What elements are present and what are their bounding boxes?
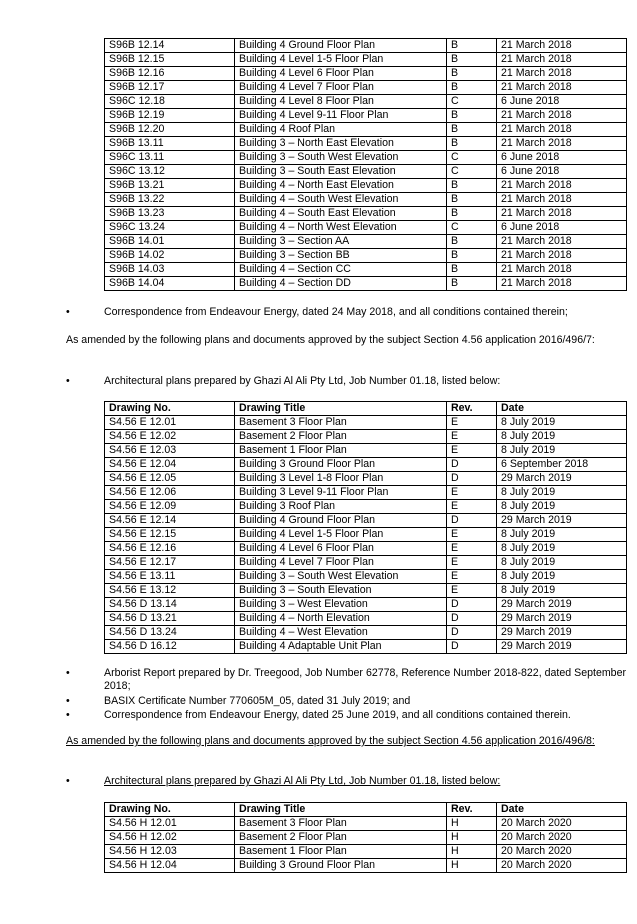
table-cell: 29 March 2019 <box>497 514 627 528</box>
table-cell: Building 4 Level 8 Floor Plan <box>235 95 447 109</box>
table-cell: E <box>447 556 497 570</box>
table-row <box>105 598 627 612</box>
table-cell: E <box>447 486 497 500</box>
table-row <box>105 67 627 81</box>
table-cell: 8 July 2019 <box>497 444 627 458</box>
table-cell: D <box>447 458 497 472</box>
bullet-icon: • <box>66 375 70 387</box>
bullet-icon: • <box>66 775 70 787</box>
table-cell: S96B 12.14 <box>105 39 235 53</box>
table-cell: Basement 3 Floor Plan <box>235 817 447 831</box>
table-cell: 8 July 2019 <box>497 542 627 556</box>
table-cell: D <box>447 612 497 626</box>
table-cell: S4.56 E 12.04 <box>105 458 235 472</box>
table-cell: S96C 13.11 <box>105 151 235 165</box>
table-row <box>105 556 627 570</box>
column-header: Date <box>497 803 627 817</box>
table-cell: H <box>447 845 497 859</box>
table-cell: 29 March 2019 <box>497 472 627 486</box>
table-cell: Building 4 – North East Elevation <box>235 179 447 193</box>
table-cell: Basement 2 Floor Plan <box>235 430 447 444</box>
table-cell: E <box>447 542 497 556</box>
table-cell: Building 4 – North West Elevation <box>235 221 447 235</box>
table-cell: B <box>447 137 497 151</box>
table-cell: S96B 12.15 <box>105 53 235 67</box>
list-item: • Architectural plans prepared by Ghazi Al Ali Pty Ltd, Job Number 01.18, listed below: <box>66 375 501 387</box>
table-cell: 21 March 2018 <box>497 81 627 95</box>
table-header-row <box>105 402 627 416</box>
table-cell: S4.56 E 12.14 <box>105 514 235 528</box>
table-cell: Building 4 Level 6 Floor Plan <box>235 542 447 556</box>
amended-paragraph-8: As amended by the following plans and documents approved by the subject Section 4.56 application 2016/496/8: <box>66 735 595 747</box>
table-cell: S4.56 E 12.01 <box>105 416 235 430</box>
table-cell: S96B 14.01 <box>105 235 235 249</box>
list-item: • Architectural plans prepared by Ghazi Al Ali Pty Ltd, Job Number 01.18, listed below: <box>66 775 501 787</box>
table-cell: 21 March 2018 <box>497 39 627 53</box>
table-cell: 21 March 2018 <box>497 179 627 193</box>
table-cell: 20 March 2020 <box>497 859 627 873</box>
amended-paragraph-7: As amended by the following plans and documents approved by the subject Section 4.56 application 2016/496/7: <box>66 334 595 346</box>
table-row <box>105 416 627 430</box>
table-cell: E <box>447 444 497 458</box>
table-row <box>105 626 627 640</box>
table-cell: S96C 13.12 <box>105 165 235 179</box>
table-row <box>105 221 627 235</box>
table-cell: 6 June 2018 <box>497 165 627 179</box>
table-cell: Building 4 Roof Plan <box>235 123 447 137</box>
table-cell: C <box>447 221 497 235</box>
list-item: • BASIX Certificate Number 770605M_05, dated 31 July 2019; and <box>66 695 411 707</box>
table-cell: Building 4 – Section DD <box>235 277 447 291</box>
table-row <box>105 486 627 500</box>
bullet-icon: • <box>66 709 70 721</box>
table-cell: B <box>447 235 497 249</box>
table-cell: Building 4 – West Elevation <box>235 626 447 640</box>
table-cell: Building 3 – South West Elevation <box>235 570 447 584</box>
table-cell: 21 March 2018 <box>497 53 627 67</box>
table-row <box>105 109 627 123</box>
column-header: Drawing Title <box>235 402 447 416</box>
bullet-icon: • <box>66 695 70 707</box>
table-cell: S96B 12.19 <box>105 109 235 123</box>
table-cell: Building 4 – South East Elevation <box>235 207 447 221</box>
table-header-row <box>105 803 627 817</box>
table-row <box>105 472 627 486</box>
table-cell: E <box>447 416 497 430</box>
table-cell: Building 4 Level 1-5 Floor Plan <box>235 528 447 542</box>
table-cell: S4.56 H 12.02 <box>105 831 235 845</box>
table-cell: S4.56 E 12.16 <box>105 542 235 556</box>
table-cell: 21 March 2018 <box>497 235 627 249</box>
table-cell: Building 4 Ground Floor Plan <box>235 514 447 528</box>
table-cell: C <box>447 165 497 179</box>
table-row <box>105 123 627 137</box>
table-cell: Basement 3 Floor Plan <box>235 416 447 430</box>
table-cell: B <box>447 207 497 221</box>
drawings-table-continued <box>104 38 627 291</box>
table-row <box>105 81 627 95</box>
column-header: Drawing Title <box>235 803 447 817</box>
table-cell: 8 July 2019 <box>497 556 627 570</box>
table-cell: S4.56 E 12.09 <box>105 500 235 514</box>
table-cell: Building 4 Level 6 Floor Plan <box>235 67 447 81</box>
table-cell: E <box>447 570 497 584</box>
table-cell: S96C 12.18 <box>105 95 235 109</box>
drawings-table-body <box>105 416 627 654</box>
table-cell: H <box>447 859 497 873</box>
table-cell: S96B 14.02 <box>105 249 235 263</box>
table-cell: S4.56 E 12.03 <box>105 444 235 458</box>
table-cell: C <box>447 95 497 109</box>
table-cell: 8 July 2019 <box>497 430 627 444</box>
table-cell: S4.56 E 12.05 <box>105 472 235 486</box>
table-cell: Basement 1 Floor Plan <box>235 845 447 859</box>
table-cell: H <box>447 817 497 831</box>
table-cell: E <box>447 584 497 598</box>
table-cell: Building 3 Ground Floor Plan <box>235 458 447 472</box>
table-cell: S96B 14.04 <box>105 277 235 291</box>
table-cell: B <box>447 123 497 137</box>
table-cell: 21 March 2018 <box>497 249 627 263</box>
table-cell: Building 4 – Section CC <box>235 263 447 277</box>
table-row <box>105 640 627 654</box>
table-row <box>105 444 627 458</box>
table-cell: 8 July 2019 <box>497 416 627 430</box>
list-item: • Arborist Report prepared by Dr. Treegood, Job Number 62778, Reference Number 2018-822, dated September 2018; <box>66 667 626 692</box>
bullet-icon: • <box>66 306 70 318</box>
table-cell: 6 September 2018 <box>497 458 627 472</box>
table-cell: S96B 13.22 <box>105 193 235 207</box>
bullet-icon: • <box>66 667 70 679</box>
table-cell: B <box>447 39 497 53</box>
table-cell: S4.56 H 12.01 <box>105 817 235 831</box>
table-cell: 21 March 2018 <box>497 109 627 123</box>
table-cell: S96B 12.20 <box>105 123 235 137</box>
table-row <box>105 277 627 291</box>
table-cell: Building 3 – South West Elevation <box>235 151 447 165</box>
table-cell: Building 3 Level 9-11 Floor Plan <box>235 486 447 500</box>
table-cell: Building 4 – South West Elevation <box>235 193 447 207</box>
table-cell: S4.56 D 13.14 <box>105 598 235 612</box>
table-cell: 29 March 2019 <box>497 598 627 612</box>
table-cell: S96B 13.23 <box>105 207 235 221</box>
table-cell: B <box>447 277 497 291</box>
list-item: • Correspondence from Endeavour Energy, dated 24 May 2018, and all conditions contained therein; <box>66 306 568 318</box>
table-cell: 20 March 2020 <box>497 845 627 859</box>
table-row <box>105 817 627 831</box>
column-header: Date <box>497 402 627 416</box>
table-row <box>105 165 627 179</box>
table-cell: 29 March 2019 <box>497 626 627 640</box>
table-row <box>105 458 627 472</box>
table-cell: Building 3 – West Elevation <box>235 598 447 612</box>
column-header: Drawing No. <box>105 402 235 416</box>
table-row <box>105 845 627 859</box>
column-header: Drawing No. <box>105 803 235 817</box>
table-cell: Building 4 Level 7 Floor Plan <box>235 556 447 570</box>
table-cell: Basement 1 Floor Plan <box>235 444 447 458</box>
table-cell: 21 March 2018 <box>497 193 627 207</box>
table-row <box>105 95 627 109</box>
table-cell: S4.56 E 12.02 <box>105 430 235 444</box>
table-row <box>105 179 627 193</box>
table-cell: S96B 12.17 <box>105 81 235 95</box>
table-cell: B <box>447 193 497 207</box>
table-row <box>105 207 627 221</box>
table-cell: S4.56 H 12.04 <box>105 859 235 873</box>
table-cell: 6 June 2018 <box>497 95 627 109</box>
table-row <box>105 831 627 845</box>
table-cell: B <box>447 67 497 81</box>
table-cell: S4.56 E 12.06 <box>105 486 235 500</box>
table-row <box>105 235 627 249</box>
table-cell: S4.56 D 13.21 <box>105 612 235 626</box>
table-cell: Building 4 – North Elevation <box>235 612 447 626</box>
table-row <box>105 249 627 263</box>
table-cell: 21 March 2018 <box>497 123 627 137</box>
table-row <box>105 137 627 151</box>
table-cell: Building 3 Ground Floor Plan <box>235 859 447 873</box>
table-row <box>105 263 627 277</box>
table-cell: D <box>447 626 497 640</box>
column-header: Rev. <box>447 803 497 817</box>
table-row <box>105 542 627 556</box>
table-cell: Building 4 Level 7 Floor Plan <box>235 81 447 95</box>
table-cell: Building 3 – South Elevation <box>235 584 447 598</box>
table-cell: 8 July 2019 <box>497 528 627 542</box>
drawings-table-body <box>105 39 627 291</box>
table-cell: Building 3 – South East Elevation <box>235 165 447 179</box>
table-cell: Building 4 Adaptable Unit Plan <box>235 640 447 654</box>
table-cell: 8 July 2019 <box>497 570 627 584</box>
table-cell: 21 March 2018 <box>497 277 627 291</box>
table-cell: 8 July 2019 <box>497 486 627 500</box>
table-cell: B <box>447 249 497 263</box>
table-cell: S4.56 E 12.17 <box>105 556 235 570</box>
list-item: • Correspondence from Endeavour Energy, dated 25 June 2019, and all conditions contained therein. <box>66 709 571 721</box>
table-cell: 20 March 2020 <box>497 817 627 831</box>
table-cell: 29 March 2019 <box>497 640 627 654</box>
table-cell: B <box>447 179 497 193</box>
table-row <box>105 151 627 165</box>
table-cell: D <box>447 640 497 654</box>
table-cell: S4.56 H 12.03 <box>105 845 235 859</box>
table-cell: S96B 14.03 <box>105 263 235 277</box>
table-cell: D <box>447 514 497 528</box>
table-cell: D <box>447 598 497 612</box>
table-cell: B <box>447 263 497 277</box>
table-cell: Building 3 – Section AA <box>235 235 447 249</box>
drawings-table-body <box>105 817 627 873</box>
table-cell: 6 June 2018 <box>497 151 627 165</box>
table-row <box>105 612 627 626</box>
table-cell: Building 3 Roof Plan <box>235 500 447 514</box>
table-cell: S96B 13.21 <box>105 179 235 193</box>
table-cell: 8 July 2019 <box>497 500 627 514</box>
table-cell: 21 March 2018 <box>497 207 627 221</box>
table-row <box>105 500 627 514</box>
table-row <box>105 584 627 598</box>
table-cell: Building 3 – Section BB <box>235 249 447 263</box>
table-cell: Basement 2 Floor Plan <box>235 831 447 845</box>
table-row <box>105 39 627 53</box>
table-row <box>105 430 627 444</box>
table-cell: C <box>447 151 497 165</box>
table-cell: S96B 12.16 <box>105 67 235 81</box>
table-cell: 6 June 2018 <box>497 221 627 235</box>
table-cell: B <box>447 53 497 67</box>
table-cell: D <box>447 472 497 486</box>
table-cell: Building 3 – North East Elevation <box>235 137 447 151</box>
table-cell: S4.56 D 16.12 <box>105 640 235 654</box>
table-cell: 21 March 2018 <box>497 263 627 277</box>
table-cell: S4.56 E 13.11 <box>105 570 235 584</box>
table-cell: S4.56 E 12.15 <box>105 528 235 542</box>
drawings-table-s456-8 <box>104 802 627 873</box>
drawings-table-s456-7 <box>104 401 627 654</box>
table-cell: E <box>447 528 497 542</box>
table-cell: Building 3 Level 1-8 Floor Plan <box>235 472 447 486</box>
table-cell: S4.56 E 13.12 <box>105 584 235 598</box>
table-cell: S4.56 D 13.24 <box>105 626 235 640</box>
table-cell: Building 4 Level 1-5 Floor Plan <box>235 53 447 67</box>
table-row <box>105 514 627 528</box>
table-cell: 21 March 2018 <box>497 67 627 81</box>
table-row <box>105 193 627 207</box>
column-header: Rev. <box>447 402 497 416</box>
table-cell: E <box>447 430 497 444</box>
table-cell: 29 March 2019 <box>497 612 627 626</box>
table-row <box>105 528 627 542</box>
table-cell: B <box>447 81 497 95</box>
table-cell: 8 July 2019 <box>497 584 627 598</box>
table-cell: Building 4 Ground Floor Plan <box>235 39 447 53</box>
table-row <box>105 570 627 584</box>
table-cell: 21 March 2018 <box>497 137 627 151</box>
table-row <box>105 859 627 873</box>
table-row <box>105 53 627 67</box>
table-cell: 20 March 2020 <box>497 831 627 845</box>
table-cell: E <box>447 500 497 514</box>
table-cell: S96C 13.24 <box>105 221 235 235</box>
table-cell: H <box>447 831 497 845</box>
table-cell: S96B 13.11 <box>105 137 235 151</box>
table-cell: B <box>447 109 497 123</box>
table-cell: Building 4 Level 9-11 Floor Plan <box>235 109 447 123</box>
